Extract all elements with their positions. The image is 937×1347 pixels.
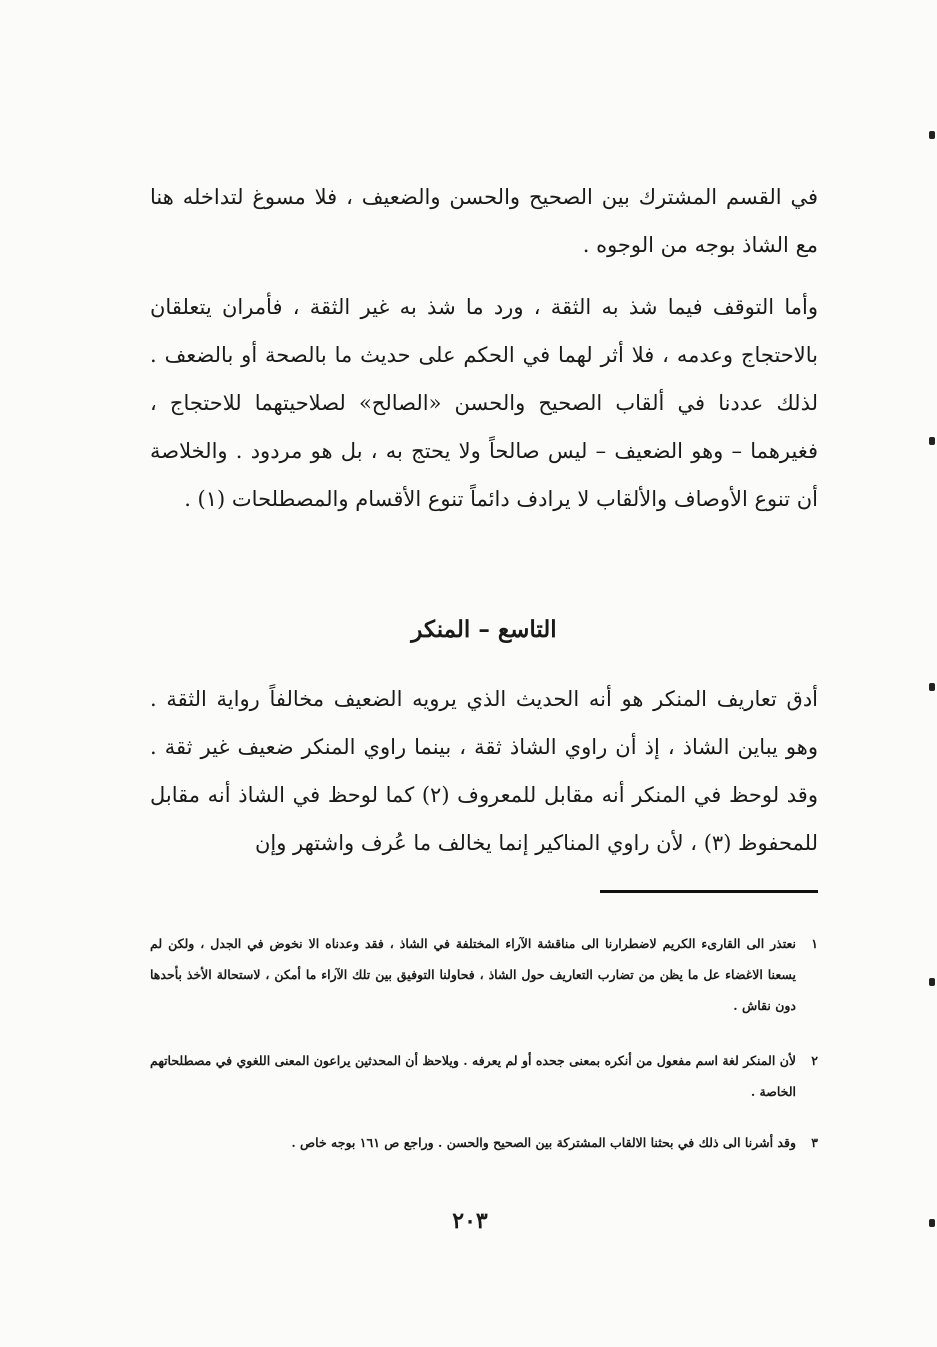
footnote-text: لأن المنكر لغة اسم مفعول من أنكره بمعنى جحده أو لم يعرفه . ويلاحظ أن المحدثين يراعون المعنى اللغوي في مصطلحاتهم الخاصة . [150,1053,796,1099]
binding-mark [929,683,935,691]
body-paragraph: أدق تعاريف المنكر هو أنه الحديث الذي يرويه الضعيف مخالفاً رواية الثقة . وهو يباين الشاذ ، إذ أن راوي الشاذ ثقة ، بينما راوي المنكر ضعيف غير ثقة . وقد لوحظ في المنكر أنه مقابل للمعروف (٢) كما لوحظ في الشاذ أنه مقابل للمحفوظ (٣) ، لأن راوي المناكير إنما يخالف ما عُرف واشتهر وإن [150,687,818,855]
footnote-text: وقد أشرنا الى ذلك في بحثنا الالقاب المشتركة بين الصحيح والحسن . وراجع ص ١٦١ بوجه خاص . [291,1135,796,1150]
footnote [150,928,818,1021]
body-paragraph: في القسم المشترك بين الصحيح والحسن والضعيف ، فلا مسوغ لتداخله هنا مع الشاذ بوجه من الوجوه . [150,185,818,257]
footnote-divider [600,890,818,893]
section-heading: التاسع – المنكر [411,616,557,643]
footnote-number: ٣ [811,1135,818,1150]
page-number: ٢٠٣ [452,1208,488,1234]
binding-mark [929,978,935,986]
binding-mark [929,437,935,445]
binding-mark [929,1219,935,1227]
footnote-text: نعتذر الى القارىء الكريم لاضطرارنا الى مناقشة الآراء المختلفة في الشاذ ، فقد وعدناه الا نخوض في الجدل ، ولكن لم يسعنا الاغضاء عل ما يظن من تضارب التعاريف حول الشاذ ، فحاولنا التوفيق بين تلك الآراء ما أمكن ، لاستحالة الأخذ بأحدها دون نقاش . [150,936,796,1013]
binding-mark [929,131,935,139]
footnote-number: ١ [811,936,818,951]
footnote-number: ٢ [811,1053,818,1068]
footnote [150,1045,818,1107]
footnote [150,1127,818,1158]
body-paragraph: وأما التوقف فيما شذ به الثقة ، ورد ما شذ به غير الثقة ، فأمران يتعلقان بالاحتجاج وعدمه ، فلا أثر لهما في الحكم على حديث ما بالصحة أو بالضعف . لذلك عددنا في ألقاب الصحيح والحسن «الصالح» لصلاحيتهما للاحتجاج ، فغيرهما – وهو الضعيف – ليس صالحاً ولا يحتج به ، بل هو مردود . والخلاصة أن تنوع الأوصاف والألقاب لا يرادف دائماً تنوع الأقسام والمصطلحات (١) . [150,295,818,511]
